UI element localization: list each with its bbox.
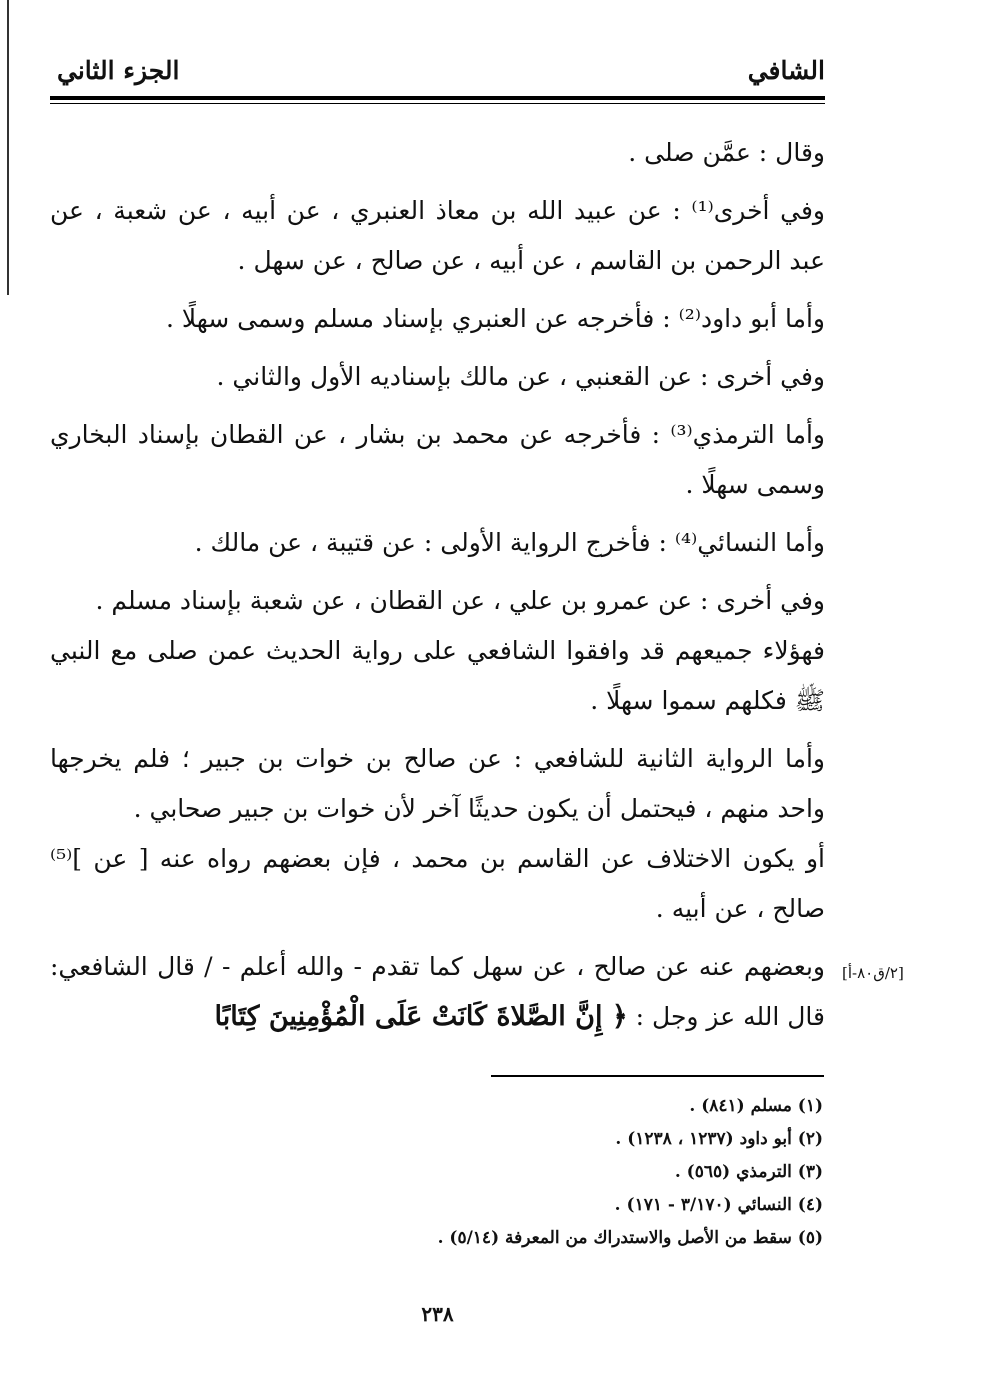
paragraph: وفي أخرى⁽¹⁾ : عن عبيد الله بن معاذ العنبري ، عن أبيه ، عن شعبة ، عن عبد الرحمن بن القاسم ، عن أبيه ، عن صالح ، عن سهل . [50,196,825,275]
paragraph: وفي أخرى : عن عمرو بن علي ، عن القطان ، عن شعبة بإسناد مسلم . [95,586,825,615]
paragraph: وأما الرواية الثانية للشافعي : عن صالح بن خوات بن جبير ؛ فلم يخرجها واحد منهم ، فيحتمل أن يكون حديثًا آخر لأن خوات بن جبير صحابي . [50,744,825,823]
footnote-separator [491,1075,824,1077]
footnote: (٥) سقط من الأصل والاستدراك من المعرفة (٥/١٤) . [437,1228,823,1248]
footnote: (٢) أبو داود (١٢٣٧ ، ١٢٣٨) . [615,1129,823,1149]
paragraph-last [50,942,825,1042]
scan-edge-line [7,0,9,295]
paragraph: فهؤلاء جميعهم قد وافقوا الشافعي على رواية الحديث عمن صلى مع النبي ﷺ فكلهم سموا سهلًا . [50,636,825,715]
paragraph: وأما النسائي⁽⁴⁾ : فأخرج الرواية الأولى : عن قتيبة ، عن مالك . [194,528,825,557]
footnotes [263,1090,823,1255]
footnote: (٤) النسائي (٣/١٧٠ - ١٧١) . [614,1195,823,1215]
quran-verse: ﴿ إِنَّ الصَّلاةَ كَانَتْ عَلَى الْمُؤْمِنِينَ كِتَابًا [214,1001,628,1032]
header-rule-thick [50,96,825,100]
footnote: (٣) الترمذي (٥٦٥) . [674,1162,823,1182]
manuscript-margin-note: [٢/ق٨٠-أ] [842,964,904,982]
footnote: (١) مسلم (٨٤١) . [689,1096,823,1116]
paragraph: وفي أخرى : عن القعنبي ، عن مالك بإسناديه الأول والثاني . [216,362,825,391]
paragraph-text: وبعضهم عنه عن صالح ، عن سهل كما تقدم - والله أعلم - / قال الشافعي: قال الله عز وجل : [50,952,825,1031]
paragraph: أو يكون الاختلاف عن القاسم بن محمد ، فإن بعضهم رواه عنه [ عن ]⁽⁵⁾ صالح ، عن أبيه . [50,844,825,923]
page-number: ٢٣٨ [421,1302,454,1326]
book-title: الشافي [747,56,825,85]
volume-label: الجزء الثاني [57,56,180,85]
header-rule-thin [50,103,825,104]
paragraph: وقال : عمَّن صلى . [628,138,825,167]
paragraph: وأما أبو داود⁽²⁾ : فأخرجه عن العنبري بإسناد مسلم وسمى سهلًا . [165,304,825,333]
main-text [50,128,825,1050]
paragraph: وأما الترمذي⁽³⁾ : فأخرجه عن محمد بن بشار ، عن القطان بإسناد البخاري وسمى سهلًا . [50,420,825,499]
